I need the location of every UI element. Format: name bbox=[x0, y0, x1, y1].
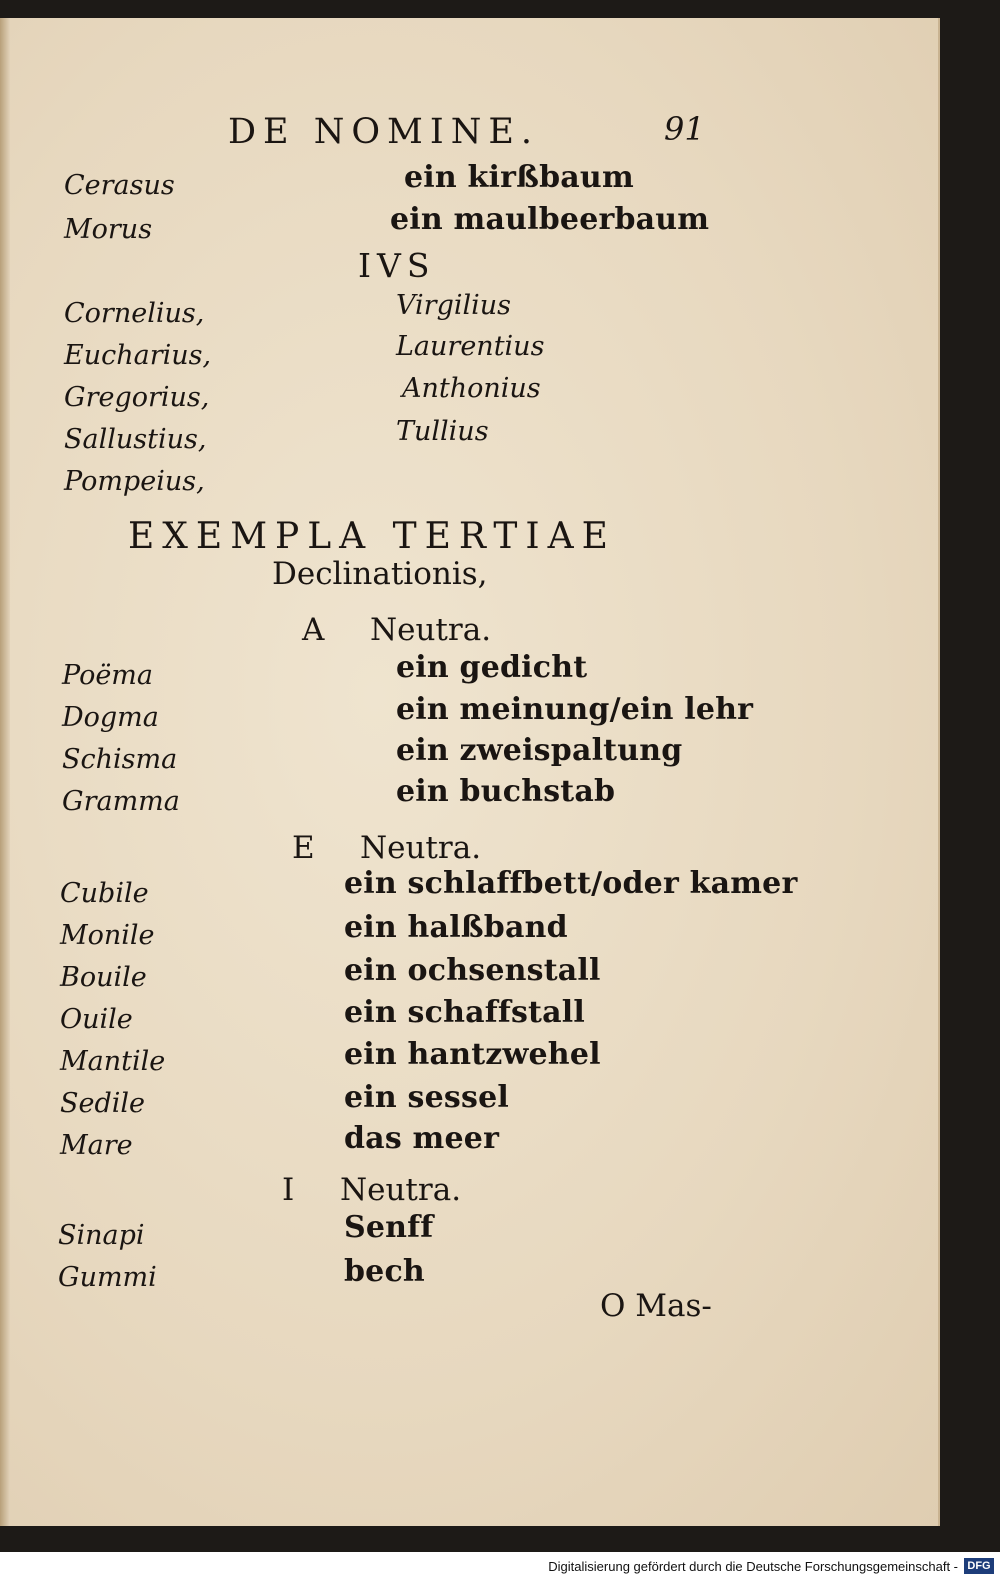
catchword: O Mas- bbox=[600, 1288, 712, 1324]
latin-term: Sinapi bbox=[58, 1220, 145, 1251]
latin-term: Dogma bbox=[62, 702, 159, 733]
page-gutter-edge bbox=[0, 18, 10, 1526]
latin-term: Poëma bbox=[62, 660, 154, 691]
name-right: Virgilius bbox=[396, 290, 512, 321]
latin-term: Mare bbox=[60, 1130, 133, 1161]
group-label: Neutra. bbox=[360, 830, 482, 866]
german-gloss: ein gedicht bbox=[396, 650, 588, 685]
name-right: Laurentius bbox=[396, 331, 545, 362]
german-gloss: bech bbox=[344, 1254, 425, 1289]
german-gloss: ein schaffstall bbox=[344, 995, 585, 1030]
group-letter-a: A bbox=[302, 612, 325, 648]
name-right: Anthonius bbox=[402, 373, 541, 404]
name-left: Pompeius, bbox=[64, 466, 205, 497]
latin-term: Gramma bbox=[62, 786, 180, 817]
name-left: Gregorius, bbox=[64, 382, 210, 413]
name-left: Sallustius, bbox=[64, 424, 207, 455]
name-left: Cornelius, bbox=[64, 298, 205, 329]
latin-term: Ouile bbox=[60, 1004, 133, 1035]
dfg-logo: DFG bbox=[964, 1558, 994, 1574]
section-title: EXEMPLA TERTIAE bbox=[128, 516, 616, 557]
footer-bar bbox=[0, 1552, 1000, 1584]
ius-heading: IVS bbox=[358, 246, 436, 285]
latin-term: Bouile bbox=[60, 962, 147, 993]
group-letter-i: I bbox=[282, 1172, 295, 1208]
german-gloss: ein zweispaltung bbox=[396, 733, 683, 768]
latin-term: Mantile bbox=[60, 1046, 166, 1077]
german-gloss: Senff bbox=[344, 1210, 434, 1245]
latin-term: Monile bbox=[60, 920, 155, 951]
german-gloss: ein schlaffbett/oder kamer bbox=[344, 866, 798, 901]
group-label: Neutra. bbox=[370, 612, 492, 648]
section-subtitle: Declinationis, bbox=[272, 556, 488, 592]
latin-term: Schisma bbox=[62, 744, 178, 775]
german-gloss: ein hantzwehel bbox=[344, 1037, 601, 1072]
german-gloss: ein buchstab bbox=[396, 774, 616, 809]
group-letter-e: E bbox=[292, 830, 315, 866]
group-label: Neutra. bbox=[340, 1172, 462, 1208]
german-gloss: das meer bbox=[344, 1121, 500, 1156]
german-gloss: ein meinung/ein lehr bbox=[396, 692, 754, 727]
latin-term: Sedile bbox=[60, 1088, 146, 1119]
name-left: Eucharius, bbox=[64, 340, 212, 371]
german-gloss: ein halßband bbox=[344, 910, 568, 945]
latin-term: Cerasus bbox=[64, 170, 175, 201]
page-number: 91 bbox=[664, 110, 705, 148]
german-gloss: ein sessel bbox=[344, 1080, 509, 1115]
latin-term: Cubile bbox=[60, 878, 149, 909]
footer-credit: Digitalisierung gefördert durch die Deutsche Forschungsgemeinschaft - bbox=[548, 1559, 958, 1574]
running-title: DE NOMINE. bbox=[228, 112, 540, 152]
latin-term: Morus bbox=[64, 214, 153, 245]
german-gloss: ein ochsenstall bbox=[344, 953, 601, 988]
name-right: Tullius bbox=[396, 416, 489, 447]
german-gloss: ein maulbeerbaum bbox=[390, 202, 710, 237]
german-gloss: ein kirßbaum bbox=[404, 160, 634, 195]
latin-term: Gummi bbox=[58, 1262, 157, 1293]
